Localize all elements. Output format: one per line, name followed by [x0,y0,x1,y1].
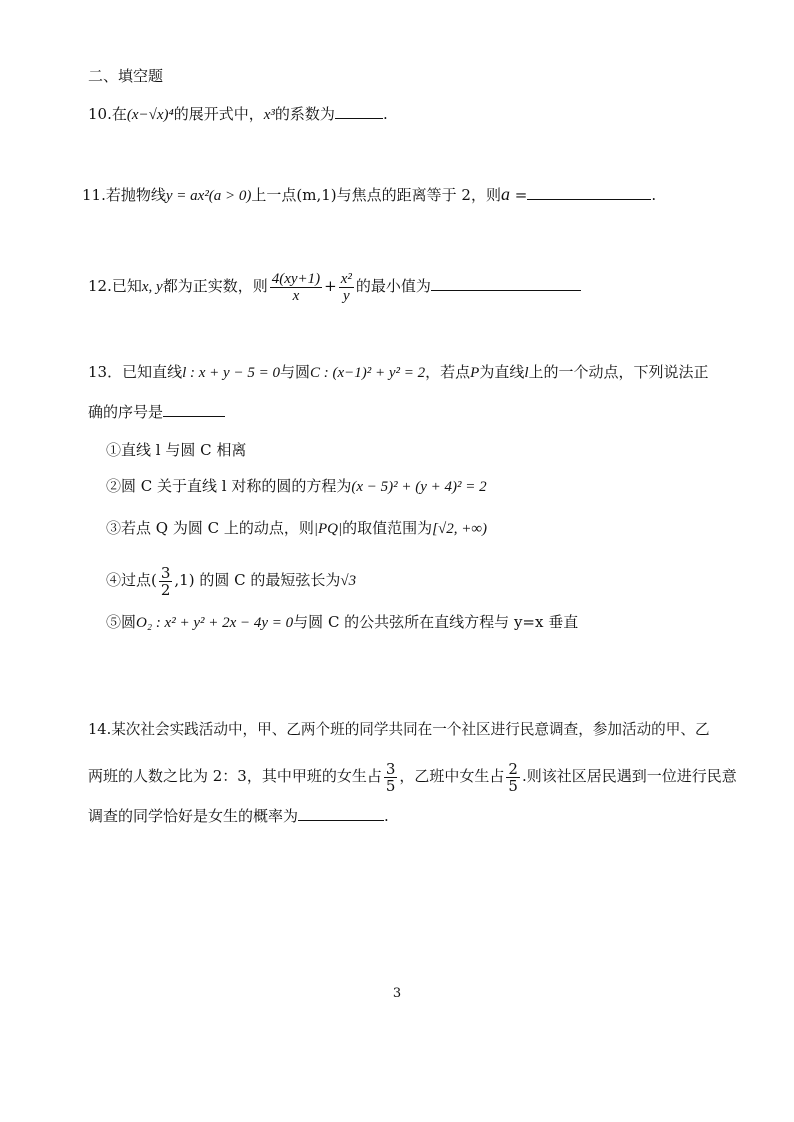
q12-text-b: 都为正实数，则 [162,277,268,295]
q13-text-b: 与圆 [279,363,310,381]
q13-text-e: 上的一个动点，下列说法正 [528,363,709,381]
q13-opt4-text-b: ,1) 的圆 C 的最短弦长为 [174,571,341,589]
q13-opt4-numerator: 3 [160,563,171,582]
page-number: 3 [392,986,402,1001]
q12-frac2-numerator: x² [340,270,352,287]
q13-opt2-text: ②圆 C 关于直线 l 对称的圆的方程为 [106,477,352,495]
section-title: 二、填空题 [88,67,164,85]
q13-circle-equation: C : (x−1)² + y² = 2 [309,365,426,381]
q14-fraction-1 [384,761,398,794]
q11-var: a [500,184,510,204]
q11-number: 11. [82,186,106,204]
q14-frac1-denominator: 5 [385,776,396,795]
q12-vars: x, y [141,279,163,295]
q14-end: . [384,807,389,825]
q13-opt5-text-c: 与圆 C 的公共弦所在直线方程与 y=x 垂直 [293,613,579,631]
q12-answer-blank[interactable] [431,290,581,291]
q13-point-p: P [470,365,480,381]
question-13-line-2 [88,402,225,422]
q13-line-equation: l : x + y − 5 = 0 [182,365,280,381]
q14-answer-blank[interactable] [298,820,384,821]
q12-fraction-2 [339,271,354,304]
q11-end: . [651,186,657,204]
q13-answer-blank[interactable] [163,416,225,417]
q14-frac2-denominator: 5 [508,776,518,795]
q10-text-a: 在 [111,105,127,123]
q12-frac2-denominator: y [342,287,350,304]
q11-answer-blank[interactable] [527,199,651,200]
q13-line-l: l [524,365,529,381]
q12-fraction-1 [270,271,322,304]
q10-text-b: 的展开式中， [173,105,264,123]
q13-option-2 [106,476,487,497]
q13-option-1: ①直线 l 与圆 C 相离 [106,441,247,459]
q10-expression: (x−√x)⁴ [126,107,174,123]
question-10 [88,104,388,125]
q13-opt3-abs: |PQ| [313,521,343,537]
q10-text-d: 的系数为 [274,105,335,123]
q13-opt4-sqrt: √3 [340,573,357,589]
question-14-line-3 [88,806,389,826]
q13-option-3 [106,518,487,539]
q13-opt4-fraction [159,565,173,598]
q14-frac2-numerator: 2 [508,759,518,778]
q13-opt3-interval: [√2, +∞) [432,521,488,537]
q12-frac1-denominator: x [292,287,300,304]
q13-number: 13． [88,363,123,381]
question-14-line-1: 14.某次社会实践活动中，甲、乙两个班的同学共同在一个社区进行民意调查，参加活动的甲、乙 [88,721,710,738]
q14-text-b: ，乙班中女生占 [399,767,505,785]
q13-opt4-text-a: ④过点( [106,571,157,589]
q13-text-d: 为直线 [479,363,525,381]
q12-frac1-numerator: 4(xy+1) [271,270,321,287]
q10-end: . [382,105,388,123]
q13-opt3-text-a: ③若点 Q 为圆 C 上的动点，则 [106,519,314,537]
q12-number: 12. [88,277,112,295]
q12-plus: + [324,277,337,295]
q14-fraction-2 [506,761,520,794]
question-12 [88,264,581,309]
q13-option-4 [106,560,356,601]
q13-text-a: 已知直线 [122,363,183,381]
q13-opt4-denominator: 2 [160,580,171,599]
q12-text-c: 的最小值为 [355,277,431,295]
q10-number: 10. [88,105,112,123]
q11-expression: y = ax²(a > 0) [165,188,252,204]
q13-opt5-text-a: ⑤圆 [106,613,137,631]
q14-line3-text: 调查的同学恰好是女生的概率为 [88,807,299,825]
q14-text-c: .则该社区居民遇到一位进行民意 [521,767,737,785]
q11-text-b: 上一点(m,1)与焦点的距离等于 2，则 [251,186,501,204]
q13-opt3-text-c: 的取值范围为 [342,519,433,537]
q13-line2-text: 确的序号是 [88,403,164,421]
question-14-line-2 [88,756,737,796]
question-13-line-1 [88,362,709,383]
q13-text-c: ，若点 [425,363,471,381]
q10-term: x³ [263,107,275,123]
q13-option-5 [106,612,578,633]
question-11 [82,184,656,206]
q11-text-a: 若抛物线 [105,186,166,204]
q14-text-a: 两班的人数之比为 2：3，其中甲班的女生占 [88,767,382,785]
q10-answer-blank[interactable] [335,118,383,119]
q13-opt2-equation: (x − 5)² + (y + 4)² = 2 [351,479,487,495]
q12-text-a: 已知 [111,277,142,295]
q13-opt5-equation: O₂ : x² + y² + 2x − 4y = 0 [136,615,294,631]
q14-frac1-numerator: 3 [385,759,396,778]
q11-eq: = [509,186,528,204]
